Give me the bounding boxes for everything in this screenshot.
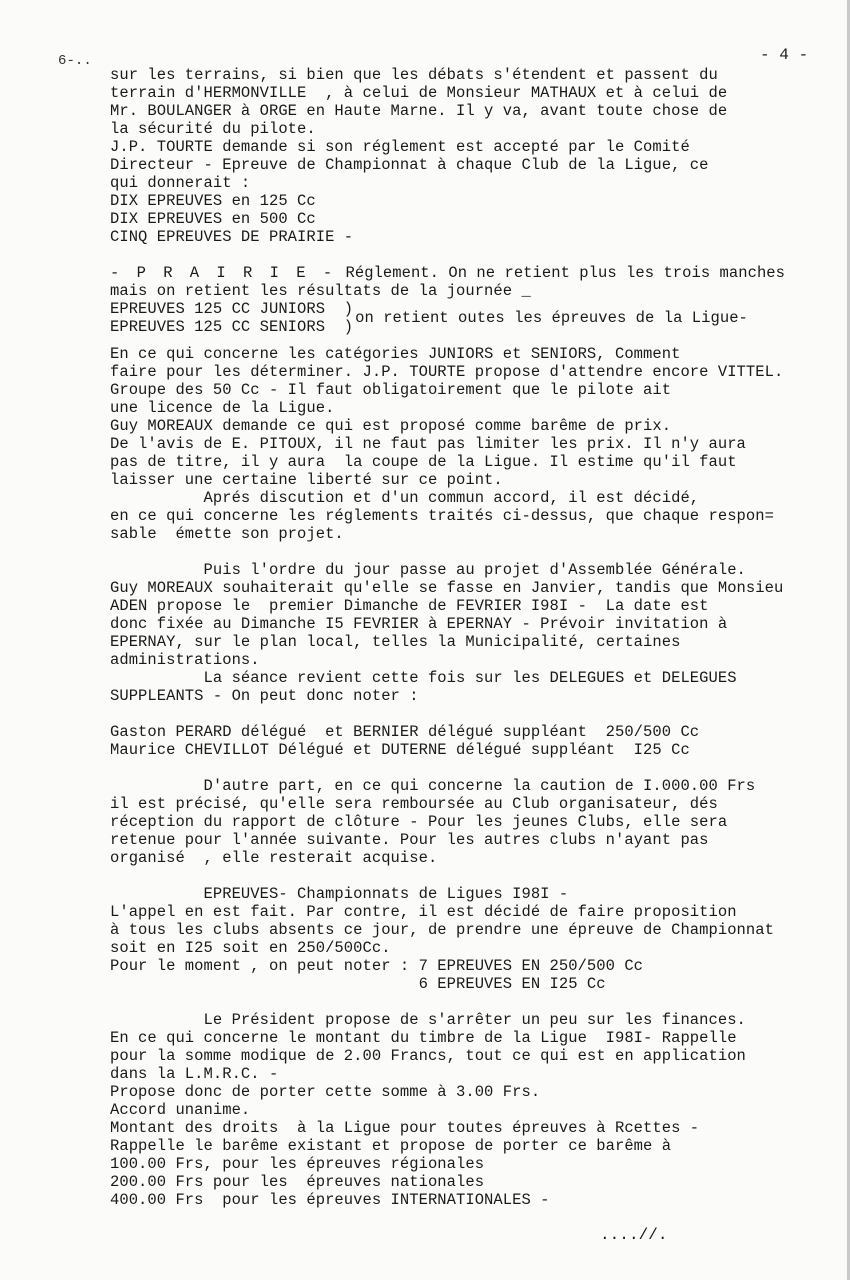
text-line: réception du rapport de clôture - Pour les jeunes Clubs, elle sera bbox=[110, 813, 728, 831]
text-line: Rappelle le barême existant et propose de porter ce barême à bbox=[110, 1137, 672, 1155]
text-line: Accord unanime. bbox=[110, 1101, 251, 1119]
text-line: En ce qui concerne le montant du timbre de la Ligue I98I- Rappelle bbox=[110, 1029, 737, 1047]
text-line: laisser une certaine liberté sur ce point. bbox=[110, 471, 503, 489]
text-line: D'autre part, en ce qui concerne la caution de I.000.00 Frs bbox=[110, 777, 756, 795]
text-line: faire pour les déterminer. J.P. TOURTE propose d'attendre encore VITTEL. bbox=[110, 363, 784, 381]
text-line: il est précisé, qu'elle sera remboursée au Club organisateur, dés bbox=[110, 795, 718, 813]
text-line: Directeur - Epreuve de Championnat à chaque Club de la Ligue, ce bbox=[110, 156, 709, 174]
paragraph-categories bbox=[110, 345, 845, 543]
text-line: qui donnerait : bbox=[110, 174, 251, 192]
text-line: organisé , elle resterait acquise. bbox=[110, 849, 438, 867]
text-line: Pour le moment , on peut noter : 7 EPREUVES EN 250/500 Cc bbox=[110, 957, 644, 975]
text-line: Guy MOREAUX souhaiterait qu'elle se fasse en Janvier, tandis que Monsieu bbox=[110, 579, 784, 597]
text-line: donc fixée au Dimanche I5 FEVRIER à EPERNAY - Prévoir invitation à bbox=[110, 615, 728, 633]
text-line: Puis l'ordre du jour passe au projet d'Assemblée Générale. bbox=[110, 561, 746, 579]
text-line: une licence de la Ligue. bbox=[110, 399, 335, 417]
text-line: 100.00 Frs, pour les épreuves régionales bbox=[110, 1155, 485, 1173]
text-line: soit en I25 soit en 250/500Cc. bbox=[110, 939, 391, 957]
paragraph-caution bbox=[110, 777, 845, 867]
text-line: retenue pour l'année suivante. Pour les autres clubs n'ayant pas bbox=[110, 831, 709, 849]
text-line: J.P. TOURTE demande si son réglement est accepté par le Comité bbox=[110, 138, 690, 156]
text-line: en ce qui concerne les réglements traités ci-dessus, que chaque respon= bbox=[110, 507, 774, 525]
paragraph-delegues bbox=[110, 723, 845, 759]
document-body bbox=[110, 66, 845, 1209]
text-line: 200.00 Frs pour les épreuves nationales bbox=[110, 1173, 485, 1191]
text-line: Propose donc de porter cette somme à 3.00 Frs. bbox=[110, 1083, 541, 1101]
text-line: CINQ EPREUVES DE PRAIRIE - bbox=[110, 228, 354, 246]
text-line: Maurice CHEVILLOT Délégué et DUTERNE délégué suppléant I25 Cc bbox=[110, 741, 690, 759]
paragraph-assemblee bbox=[110, 561, 845, 705]
text-line: Guy MOREAUX demande ce qui est proposé comme barême de prix. bbox=[110, 417, 672, 435]
text-line: EPERNAY, sur le plan local, telles la Municipalité, certaines bbox=[110, 633, 681, 651]
text-line: ADEN propose le premier Dimanche de FEVRIER I98I - La date est bbox=[110, 597, 709, 615]
text-line: EPREUVES 125 CC JUNIORS ) bbox=[110, 300, 354, 318]
prairie-text: Réglement. On ne retient plus les trois manches bbox=[336, 264, 786, 282]
text-line: Montant des droits à la Ligue pour toutes épreuves à Rcettes - bbox=[110, 1119, 700, 1137]
text-line: à tous les clubs absents ce jour, de prendre une épreuve de Championnat bbox=[110, 921, 774, 939]
text-line: Groupe des 50 Cc - Il faut obligatoirement que le pilote ait bbox=[110, 381, 672, 399]
text-line: sable émette son projet. bbox=[110, 525, 344, 543]
continuation-mark: ....//. bbox=[600, 1226, 668, 1244]
text-line: Mr. BOULANGER à ORGE en Haute Marne. Il y va, avant toute chose de bbox=[110, 102, 728, 120]
text-line: Gaston PERARD délégué et BERNIER délégué suppléant 250/500 Cc bbox=[110, 723, 700, 741]
text-line: pour la somme modique de 2.00 Francs, tout ce qui est en application bbox=[110, 1047, 746, 1065]
text-line: SUPPLEANTS - On peut donc noter : bbox=[110, 687, 419, 705]
text-line: administrations. bbox=[110, 651, 260, 669]
paragraph-epreuves bbox=[110, 885, 845, 993]
text-line: De l'avis de E. PITOUX, il ne faut pas limiter les prix. Il n'y aura bbox=[110, 435, 746, 453]
epreuves-note: on retient outes les épreuves de la Ligue- bbox=[355, 309, 748, 327]
paragraph-prairie bbox=[110, 282, 845, 300]
text-line: L'appel en est fait. Par contre, il est décidé de faire proposition bbox=[110, 903, 737, 921]
text-line: la sécurité du pilote. bbox=[110, 120, 316, 138]
text-line: sur les terrains, si bien que les débats s'étendent et passent du bbox=[110, 66, 718, 84]
paragraph-terrains bbox=[110, 66, 845, 246]
prairie-label: - P R A I R I E - bbox=[110, 264, 337, 282]
epreuves-lines bbox=[110, 300, 353, 336]
text-line: dans la L.M.R.C. - bbox=[110, 1065, 279, 1083]
text-line: EPREUVES- Championnats de Ligues I98I - bbox=[110, 885, 569, 903]
text-line: DIX EPREUVES en 500 Cc bbox=[110, 210, 316, 228]
text-line: EPREUVES 125 CC SENIORS ) bbox=[110, 318, 354, 336]
text-line: terrain d'HERMONVILLE , à celui de Monsieur MATHAUX et à celui de bbox=[110, 84, 728, 102]
text-line: La séance revient cette fois sur les DELEGUES et DELEGUES bbox=[110, 669, 737, 687]
text-line: mais on retient les résultats de la journée _ bbox=[110, 282, 531, 300]
text-line: 400.00 Frs pour les épreuves INTERNATIONALES - bbox=[110, 1191, 550, 1209]
text-line: DIX EPREUVES en 125 Cc bbox=[110, 192, 316, 210]
text-line: pas de titre, il y aura la coupe de la Ligue. Il estime qu'il faut bbox=[110, 453, 737, 471]
text-line: 6 EPREUVES EN I25 Cc bbox=[110, 975, 606, 993]
epreuves-juniors-seniors bbox=[110, 300, 845, 336]
page-number: - 4 - bbox=[760, 46, 809, 64]
prairie-heading-line bbox=[110, 264, 845, 282]
text-line: Aprés discution et d'un commun accord, il est décidé, bbox=[110, 489, 700, 507]
text-line: Le Président propose de s'arrêter un peu sur les finances. bbox=[110, 1011, 746, 1029]
corner-mark: 6-.. bbox=[58, 53, 92, 69]
paragraph-finances bbox=[110, 1011, 845, 1209]
text-line: En ce qui concerne les catégories JUNIORS et SENIORS, Comment bbox=[110, 345, 681, 363]
